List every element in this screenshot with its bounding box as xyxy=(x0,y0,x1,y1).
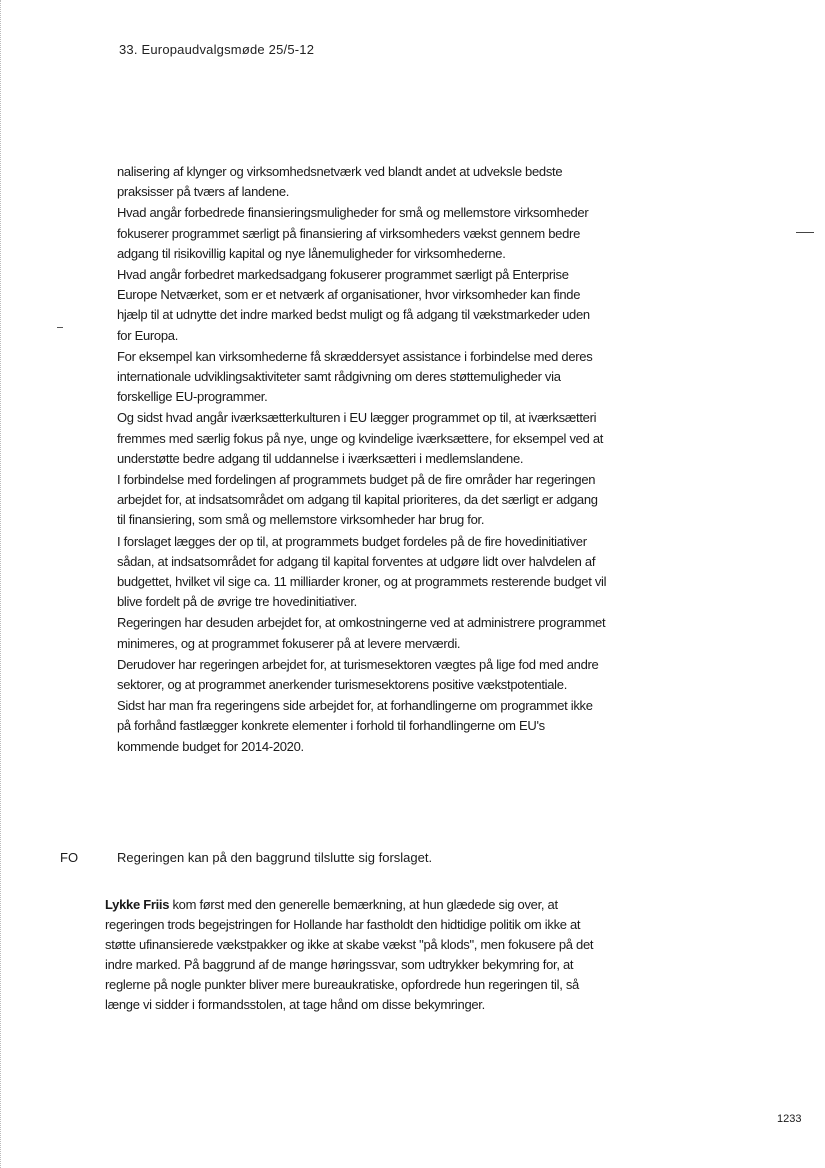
paragraph: I forbindelse med fordelingen af programmets budget på de fire områder har regeringen arbejdet for, at indsatsområdet om adgang til kapital prioriteres, da det særligt er adgang til finansiering, som små og mellemstore virksomheder har brug for. xyxy=(117,472,598,528)
fo-text: Regeringen kan på den baggrund tilslutte sig forslaget. xyxy=(117,850,433,865)
margin-mark xyxy=(796,232,814,233)
body-text xyxy=(117,162,607,758)
page-number: 1233 xyxy=(777,1113,802,1125)
page-left-edge xyxy=(0,0,3,1168)
speaker-text: kom først med den generelle bemærkning, at hun glædede sig over, at regeringen trods begejstringen for Hollande har fastholdt den hidtidige politik om ikke at støtte ufinansierede vækstpakker og ikke at skabe vækst "på klods", men fokusere på det indre marked. På baggrund af de mange høringssvar, som udtrykker bekymring for, at reglerne på nogle punkter bliver mere bureaukratiske, opfordrede hun regeringen til, så længe vi sidder i formandsstolen, at tage hånd om disse bekymringer. xyxy=(105,897,594,1012)
paragraph: Hvad angår forbedrede finansieringsmuligheder for små og mellemstore virksomheder fokuserer programmet særligt på finansiering af virksomheders vækst gennem bedre adgang til risikovillig kapital og nye lånemuligheder for virksomhederne. xyxy=(117,205,589,261)
paragraph: Hvad angår forbedret markedsadgang fokuserer programmet særligt på Enterprise Europe Netværket, som er et netværk af organisationer, hvor virksomheder kan finde hjælp til at udnytte det indre marked bedst muligt og få adgang til vækstmarkeder uden for Europa. xyxy=(117,267,590,343)
paragraph: Regeringen har desuden arbejdet for, at omkostningerne ved at administrere programmet minimeres, og at programmet fokuserer på at levere merværdi. xyxy=(117,615,606,651)
paragraph: Sidst har man fra regeringens side arbejdet for, at forhandlingerne om programmet ikke på forhånd fastlægger konkrete elementer i forhold til forhandlingerne om EU's kommende budget for 2014-2020. xyxy=(117,698,593,754)
fo-label: FO xyxy=(60,850,79,865)
paragraph: Og sidst hvad angår iværksætterkulturen i EU lægger programmet op til, at iværksætteri fremmes med særlig fokus på nye, unge og kvindelige iværksættere, for eksempel ved at understøtte bedre adgang til uddannelse i iværksætteri i medlemslandene. xyxy=(117,410,604,466)
speaker-name: Lykke Friis xyxy=(105,897,170,912)
paragraph: I forslaget lægges der op til, at programmets budget fordeles på de fire hovedinitiativer sådan, at indsatsområdet for adgang til kapital forventes at udgøre lidt over halvdelen af budgettet, hvilket vil sige ca. 11 milliarder kroner, og at programmets resterende budget vil blive fordelt på de øvrige tre hovedinitiativer. xyxy=(117,533,607,610)
page-header: 33. Europaudvalgsmøde 25/5-12 xyxy=(119,42,315,57)
paragraph: Derudover har regeringen arbejdet for, at turismesektoren vægtes på lige fod med andre sektorer, og at programmet anerkender turismesektorens positive vækstpotentiale. xyxy=(117,656,599,693)
paragraph: nalisering af klynger og virksomhedsnetværk ved blandt andet at udveksle bedste praksisser på tværs af landene. xyxy=(117,164,563,200)
margin-mark xyxy=(57,327,63,328)
paragraph: For eksempel kan virksomhederne få skræddersyet assistance i forbindelse med deres internationale udviklingsaktiviteter samt rådgivning om deres støttemuligheder via forskellige EU-programmer. xyxy=(117,348,593,405)
speaker-paragraph xyxy=(105,895,595,1015)
speaker-section xyxy=(105,895,595,1015)
